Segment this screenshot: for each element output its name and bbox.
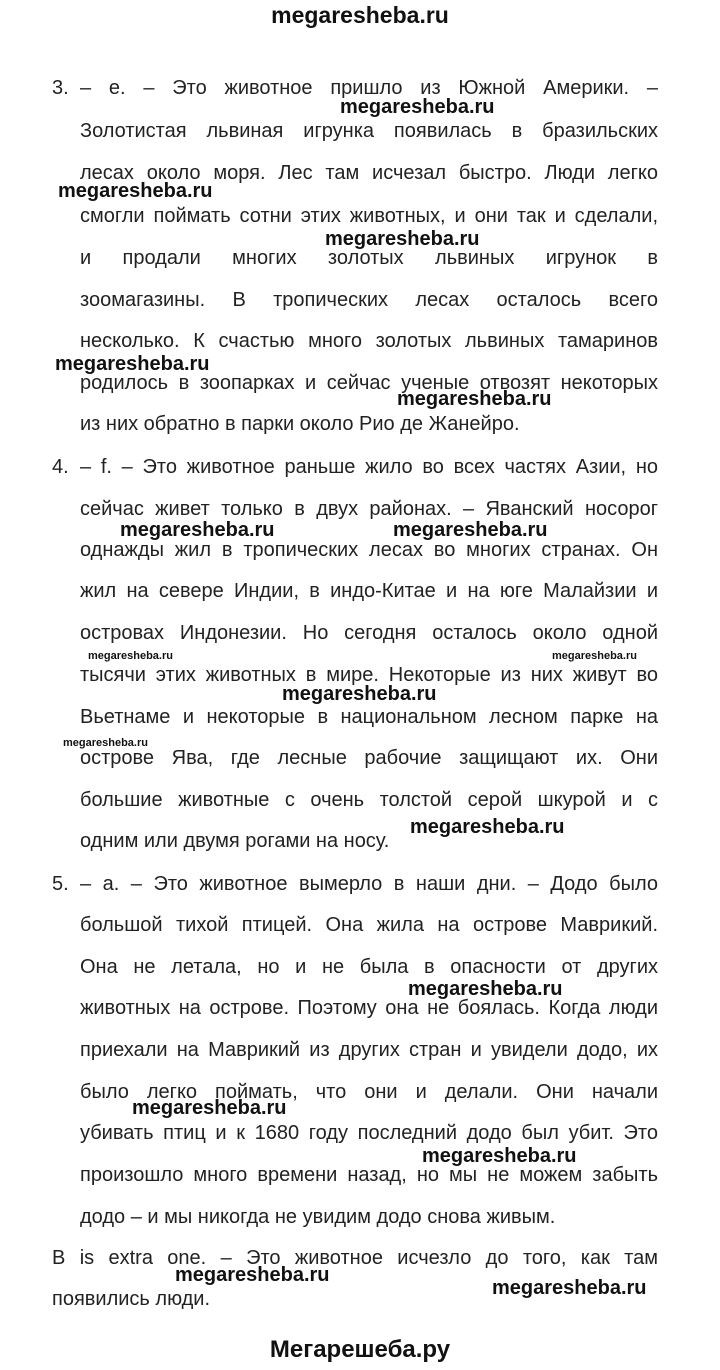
item-line: произошло много времени назад, но мы не можем забыть — [80, 1164, 658, 1186]
item-line: – a. – Это животное вымерло в наши дни. – Додо было — [80, 873, 658, 895]
item-number: 5. — [52, 873, 69, 895]
watermark: megaresheba.ru — [325, 228, 480, 250]
item-line: большие животные с очень толстой серой шкурой и с — [80, 789, 658, 811]
item-line: жил на севере Индии, в индо-Китае и на юге Малайзии и — [80, 580, 658, 602]
watermark: megaresheba.ru — [55, 353, 210, 375]
watermark: megaresheba.ru — [58, 180, 213, 202]
watermark: megaresheba.ru — [282, 683, 437, 705]
item-number: 3. — [52, 77, 69, 99]
item-line: островах Индонезии. Но сегодня осталось около одной — [80, 622, 658, 644]
closing-line: B is extra one. – Это животное исчезло до того, как там — [52, 1247, 658, 1269]
item-line: однажды жил в тропических лесах во многих странах. Он — [80, 539, 658, 561]
item-line: додо – и мы никогда не увидим додо снова живым. — [80, 1206, 556, 1228]
item-line: было легко поймать, что они и делали. Они начали — [80, 1081, 658, 1103]
watermark: megaresheba.ru — [408, 978, 563, 1000]
item-line: Золотистая львиная игрунка появилась в бразильских — [80, 120, 658, 142]
item-line: из них обратно в парки около Рио де Жанейро. — [80, 413, 520, 435]
item-number: 4. — [52, 456, 69, 478]
item-line: лесах около моря. Лес там исчезал быстро. Люди легко — [80, 162, 658, 184]
site-header: megaresheba.ru — [271, 2, 449, 28]
watermark: megaresheba.ru — [397, 388, 552, 410]
item-line: смогли поймать сотни этих животных, и они так и сделали, — [80, 205, 658, 227]
item-line: сейчас живет только в двух районах. – Яванский носорог — [80, 498, 658, 520]
item-line: большой тихой птицей. Она жила на острове Маврикий. — [80, 914, 658, 936]
item-line: острове Ява, где лесные рабочие защищают их. Они — [80, 747, 658, 769]
watermark: megaresheba.ru — [88, 650, 173, 662]
item-line: – e. – Это животное пришло из Южной Америки. – — [80, 77, 658, 99]
watermark: megaresheba.ru — [393, 519, 548, 541]
item-line: Она не летала, но и не была в опасности от других — [80, 956, 658, 978]
item-line: – f. – Это животное раньше жило во всех частях Азии, но — [80, 456, 658, 478]
watermark: megaresheba.ru — [410, 816, 565, 838]
item-line: зоомагазины. В тропических лесах осталось всего — [80, 289, 658, 311]
item-line: тысячи этих животных в мире. Некоторые из них живут во — [80, 664, 658, 686]
watermark: megaresheba.ru — [63, 737, 148, 749]
closing-line: появились люди. — [52, 1288, 211, 1310]
item-line: приехали на Маврикий из других стран и увидели додо, их — [80, 1039, 658, 1061]
watermark: megaresheba.ru — [175, 1264, 330, 1286]
watermark: megaresheba.ru — [340, 96, 495, 118]
watermark: megaresheba.ru — [422, 1145, 577, 1167]
watermark: megaresheba.ru — [552, 650, 637, 662]
item-line: Вьетнаме и некоторые в национальном лесном парке на — [80, 706, 658, 728]
watermark: megaresheba.ru — [132, 1097, 287, 1119]
item-line: несколько. К счастью много золотых львиных тамаринов — [80, 330, 658, 352]
item-line: родилось в зоопарках и сейчас ученые отвозят некоторых — [80, 372, 658, 394]
site-footer: Мегарешеба.ру — [269, 1336, 451, 1363]
item-line: одним или двумя рогами на носу. — [80, 830, 390, 852]
item-line: и продали многих золотых львиных игрунок в — [80, 247, 658, 269]
watermark: megaresheba.ru — [492, 1277, 647, 1299]
item-line: убивать птиц и к 1680 году последний додо был убит. Это — [80, 1122, 658, 1144]
watermark: megaresheba.ru — [120, 519, 275, 541]
item-line: животных на острове. Поэтому она не боялась. Когда люди — [80, 997, 658, 1019]
